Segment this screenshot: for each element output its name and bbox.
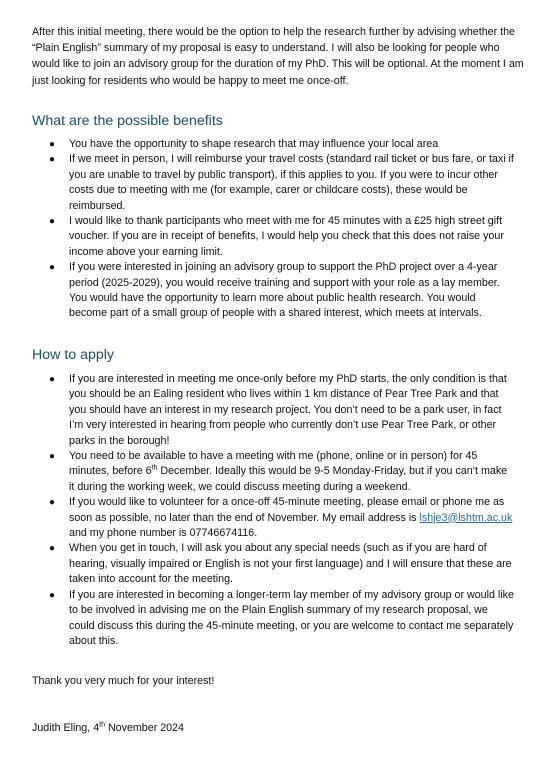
bullet-icon: ● [49,589,56,601]
benefits-list [0,137,550,322]
bullet-icon: ● [49,139,56,150]
bullet-icon: ● [49,451,56,463]
list-item: ● If you were interested in joining an advisory group to support the PhD project over a 4-year period (2025-2029), you would receive training and support with your role as a lay member. You would have the opportunity to learn more about public health research. You would become part of a small group of people with a shared interest, which meets at intervals. [49,261,500,320]
list-item: ● You have the opportunity to shape research that may influence your local area [0,137,550,152]
thanks-line: Thank you very much for your interest! [32,675,215,687]
list-item: ● You need to be available to have a meeting with me (phone, online or in person) for 45 minutes, before 6th December. Ideally this would be 9-5 Monday-Friday, but if you can’t make it during the working week, we could discuss meeting during a weekend. [49,450,508,493]
email-link[interactable]: lshje3@lshtm.ac.uk [419,511,513,524]
intro-paragraph: After this initial meeting, there would be the option to help the research further by advising whether the “Plain English” summary of my proposal is easy to understand. I will also be looking for people who would like to join an advisory group for the duration of my PhD. This will be optional. At the moment I am just looking for residents who would be happy to meet me once-off. [32,26,524,87]
bullet-icon: ● [49,262,56,274]
apply-list [0,372,550,649]
bullet-icon: ● [49,216,56,228]
list-item: ● I would like to thank participants who meet with me for 45 minutes with a £25 high street gift voucher. If you are in receipt of benefits, I would help you check that this does not raise your income above your earning limit. [49,215,504,258]
bullet-icon: ● [49,543,56,555]
list-item: ● If you are interested in meeting me once-only before my PhD starts, the only condition is that you should be an Ealing resident who lives within 1 km distance of Pear Tree Park and that you should have an interest in my research project. You don’t need to be a park user, in fact I’m very interested in hearing from people who currently don’t use Pear Tree Park, or other parks in the borough! [49,373,507,447]
bullet-icon: ● [49,497,56,509]
bullet-icon: ● [49,154,56,166]
apply-heading: How to apply [32,347,115,363]
list-item: ● If we meet in person, I will reimburse your travel costs (standard rail ticket or bus fare, or taxi if you are unable to travel by public transport), if this applies to you. If you were to incur other costs due to meeting with me (for example, carer or childcare costs), these would be reimbursed. [49,153,514,212]
signature-line: Judith Eling, 4th November 2024 [32,721,184,734]
list-item: ● If you would like to volunteer for a once-off 45-minute meeting, please email or phone me as soon as possible, no later than the end of November. My email address is lshje3@lshtm.ac.uk and my phone number is 07746674116. [49,496,513,540]
bullet-icon: ● [49,374,56,385]
benefits-heading: What are the possible benefits [32,113,223,129]
list-item: ● When you get in touch, I will ask you about any special needs (such as if you are hard of hearing, visually impaired or English is not your first language) and I will ensure that these are taken into account for the meeting. [49,542,512,586]
list-item: ● If you are interested in becoming a longer-term lay member of my advisory group or would like to be involved in advising me on the Plain English summary of my research proposal, we could discuss this during the 45-minute meeting, or you are welcome to contact me separately about this. [49,588,514,647]
